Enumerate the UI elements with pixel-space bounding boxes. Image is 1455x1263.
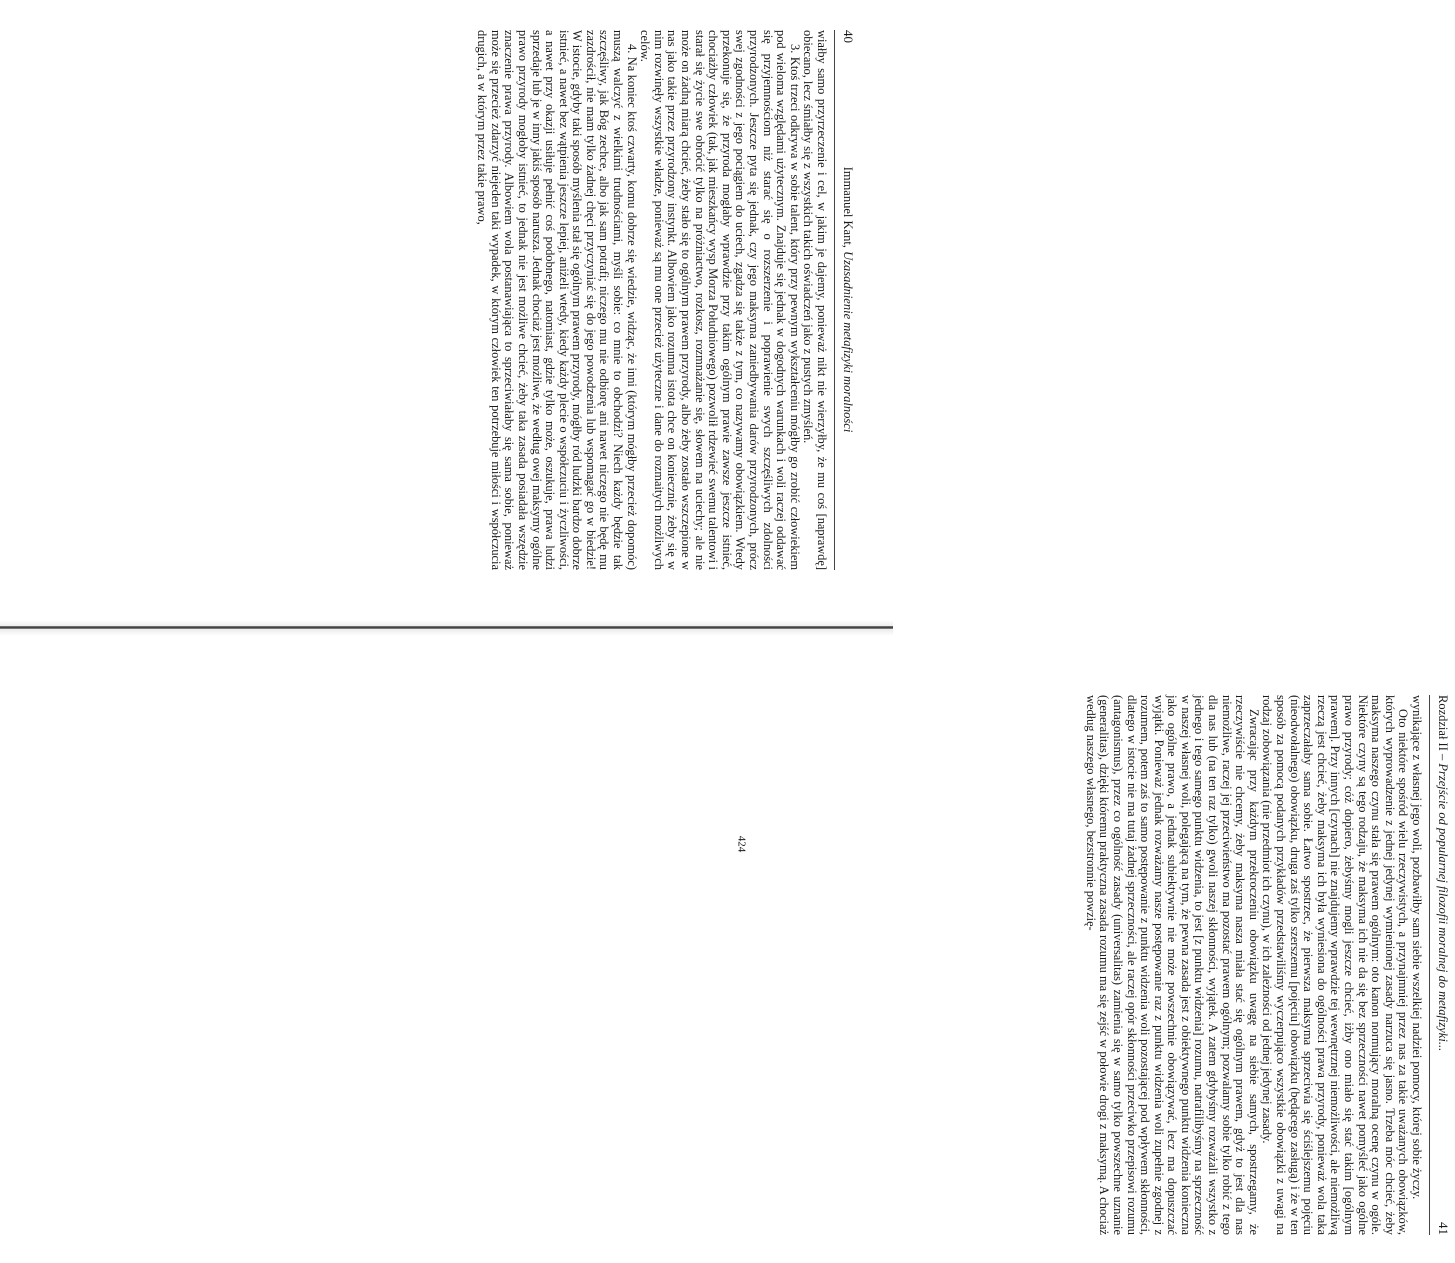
paragraph: 4. Na koniec ktoś czwarty, komu dobrze się wiedzie, widząc, że inni (którym mógłby przecież dopomóc) muszą walczyć z wielkimi trudnościami, myśli sobie: co mnie to obchodzi? Niech każdy będzie tak szczęśliwy, jak Bóg zechce, albo jak sam potrafi; niczego mu nie odbiorę ani nawet niczego nie będę mu zazdrościł, nie mam tylko żadnej chęci przyczyniać się do jego powodzenia lub wspomagać go w biedzie! W istocie, gdyby taki sposób myślenia stał się ogólnym prawem przyrody, mógłby ród ludzki bardzo dobrze istnieć, a nawet bez wątpienia jeszcze lepiej, aniżeli wtedy, kiedy każdy plecie o współczuciu i życzliwości, a nawet przy okazji usiłuje pełnić coś podobnego, natomiast, gdzie tylko może, oszukuje, prawa ludzi sprzedaje lub je w inny jakiś sposób narusza. Jednak chociaż jest możliwe, że według owej maksymy ogólne prawo przyrody mogłoby istnieć, to jednak nie jest możliwe chcieć, żeby taka zasada posiadała wszędzie znaczenie prawa przyrody. Albowiem wola postanawiająca to sprzeciwiałaby się sama sobie, ponieważ może się przecież zdarzyć niejeden taki wypadek, w którym człowiek ten potrzebuje miłości i współczucia drugich, a w którym przez takie prawo, [475, 30, 639, 570]
paragraph: wiałby samo przyrzeczenie i cel, w jakim je dajemy, ponieważ nikt nie wierzyłby, że mu coś [naprawdę] obiecano, lecz śmiałby się z wszystkich takich oświadczeń jako z pustych zmyśleń. [801, 30, 829, 570]
paragraph: Oto niektóre spośród wielu rzeczywistych, a przynajmniej przez nas za takie uważanych obowiązków, których wyprowadzenie z jednej jedynej wymienionej zasady narzuca się jasno. Trzeba móc chcieć, żeby maksyma naszego czynu stała się prawem ogólnym: oto kanon normujący moralną ocenę czynu w ogóle. Niektóre czyny są tego rodzaju, że maksyma ich nie da się bez sprzeczności nawet pomyśleć jako ogólne prawo przyrody; cóż dopiero, żebyśmy mogli jeszcze chcieć, iżby ono miało się stać takim [ogólnym prawem]. Przy innych [czynach] nie znajdujemy wprawdzie tej wewnętrznej niemożliwości, ale niemożliwą rzeczą jest chcieć, żeby maksyma ich była wyniesiona do ogólności prawa przyrody, ponieważ wola taka zaprzeczałaby sama sobie. Łatwo spostrzec, że pierwsza maksyma sprzeciwia się ściślejszemu pojęciu (nieodwołalnego) obowiązku, druga zaś tylko szerszemu [pojęciu] obowiązku (będącego zasługą) i że w ten sposób za pomocą podanych przykładów przedstawiliśmy wyczerpująco wszystkie obowiązki z uwagi na rodzaj zobowiązania (nie przedmiot ich czynu), w ich zależności od jednej jedynej zasady. [1260, 695, 1411, 1235]
page-number: 41 [1436, 1222, 1451, 1235]
page-number: 40 [841, 30, 856, 43]
running-head [1429, 695, 1451, 1235]
author-name: Immanuel Kant, [841, 166, 855, 252]
running-head [834, 30, 856, 570]
paragraph: 3. Ktoś trzeci odkrywa w sobie talent, który przy pewnym wykształceniu mógłby go zrobić człowiekiem pod wieloma względami użytecznym. Znajduje się jednak w dogodnych warunkach i woli raczej oddawać się przyjemnościom niż starać się o rozszerzenie i poprawienie swych szczęśliwych zdolności przyrodzonych. Jeszcze pyta się jednak, czy jego maksyma zaniedbywania darów przyrodzonych, prócz swej zgodności z jego pociągiem do uciech, zgadza się także z tym, co nazywamy obowiązkiem. Wtedy przekonuje się, że przyroda mogłaby wprawdzie przy takim ogólnym prawie zawsze jeszcze istnieć, chociażby człowiek (tak, jak mieszkańcy wysp Morza Południowego) pozwolił rdzewieć swemu talentowi i starał się życie swe obrócić tylko na próżniactwo, rozkosz, rozmnażanie się, słowem na uciechy; ale nie może on żadną miarą chcieć, żeby stało się to ogólnym prawem przyrody, albo żeby zostało wszczepione w nas jako takie przez przyrodzony instynkt. Albowiem jako rozumna istota chce on koniecznie, żeby się w nim rozwinęły wszystkie władze, ponieważ są mu one przecież użyteczne i dane do rozmaitych możliwych celów. [638, 30, 802, 570]
page-40 [100, 20, 860, 580]
body-text [1083, 695, 1423, 1235]
running-head-title [1435, 695, 1450, 1051]
book-title: Uzasadnienie metafizyki moralności [841, 251, 855, 433]
chapter-title: Przejście od popularnej filozofii moralnej do metafizyki... [1436, 763, 1450, 1052]
page-41 [825, 685, 1455, 1245]
body-text [475, 30, 828, 570]
paragraph: wynikające z własnej jego woli, pozbawiłby sam siebie wszelkiej nadziei pomocy, której sobie życzy. [1410, 695, 1424, 1200]
book-gutter [0, 626, 893, 629]
academy-edition-margin-number: 424 [735, 835, 748, 853]
chapter-label: Rozdział II – [1436, 695, 1450, 764]
running-head-title [840, 167, 855, 433]
paragraph: Zwracając przy każdym przekroczeniu obowiązku uwagę na siebie samych, spostrzegamy, że rzeczywiście nie chcemy, żeby maksyma nasza miała stać się ogólnym prawem, gdyż to jest dla nas niemożliwe, raczej jej przeciwieństwo ma pozostać prawem ogólnym; pozwalamy sobie tylko robić z tego dla nas lub (na ten raz tylko) gwoli naszej skłonności, wyjątek. A zatem gdybyśmy rozważali wszystko z jednego i tego samego punktu widzenia, to jest [z punktu widzenia] rozumu, natrafilibyśmy na sprzeczność w naszej własnej woli, polegającą na tym, że pewna zasada jest z obiektywnego punktu widzenia konieczna jako ogólne prawo, a jednak subiektywnie nie może powszechnie obowiązywać, lecz ma dopuszczać wyjątki. Ponieważ jednak rozważamy nasze postępowanie raz z punktu widzenia woli zupełnie zgodnej z rozumem, potem zaś to samo postępowanie z punktu widzenia woli pozostającej pod wpływem skłonności, dlatego w istocie nie ma tutaj żadnej sprzeczności, ale raczej opór skłonności przeciwko przepisowi rozumu (antagonismus), przez co ogólność zasady (universalitas) zamienia się w samo tylko powszechne uznanie (generalitas), dzięki któremu praktyczna zasada rozumu ma się zejść w połowie drogi z maksymą. A chociaż według naszego własnego, bezstronnie powzię- [1083, 695, 1261, 1235]
